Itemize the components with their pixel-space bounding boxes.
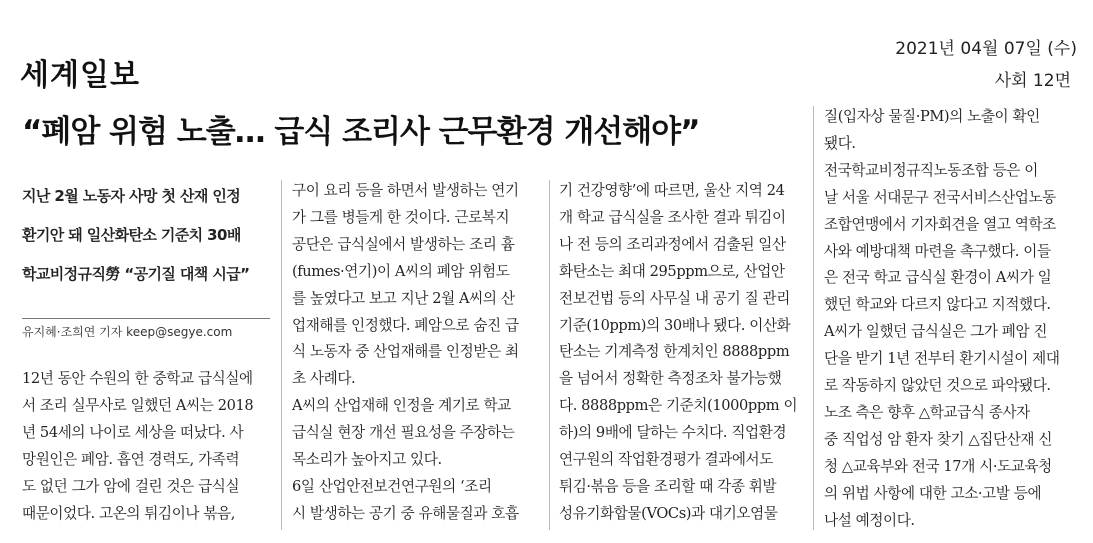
article-text-line: 화탄소는 최대 295ppm으로, 산업안 [559, 262, 785, 280]
article-text-line: 를 높였다고 보고 지난 2월 A씨의 산 [292, 289, 515, 307]
article-text-line: 식 노동자 중 산업재해를 인정받은 최 [292, 343, 519, 361]
article-column-1 [22, 366, 253, 527]
article-text-line: 조합연맹에서 기자회견을 열고 역학조 [824, 215, 1056, 233]
article-text-line: 청 △교육부와 전국 17개 시·도교육청 [824, 457, 1052, 475]
subhead-line: 지난 2월 노동자 사망 첫 산재 인정 [22, 187, 241, 205]
article-text-line: 기준(10ppm)의 30배나 됐다. 이산화 [559, 316, 791, 334]
article-text-line: 12년 동안 수원의 한 중학교 급식실에 [22, 370, 253, 387]
article-text-line: 기 건강영향’에 따르면, 울산 지역 24 [559, 182, 785, 199]
newspaper-masthead: 세계일보 [20, 58, 140, 93]
page-section: 사회 12면 [994, 71, 1071, 91]
article-text-line: 6일 산업안전보건연구원의 ‘조리 [292, 477, 492, 495]
article-column-2 [292, 178, 519, 528]
article-text-line: 노조 측은 향후 △학교급식 종사자 [824, 403, 1030, 421]
publication-date: 2021년 04월 07일 (수) [895, 39, 1077, 59]
article-text-line: 초 사례다. [292, 370, 356, 388]
article-text-line: 튀김·볶음 등을 조리할 때 각종 휘발 [559, 477, 777, 495]
column-divider [813, 106, 814, 530]
article-text-line: 전보건법 등의 사무실 내 공기 질 관리 [559, 289, 790, 307]
article-text-line: 나 전 등의 조리과정에서 검출된 일산 [559, 235, 786, 253]
article-text-line: 구이 요리 등을 하면서 발생하는 연기 [292, 182, 519, 199]
article-text-line: 의 위법 사항에 대한 고소·고발 등에 [824, 484, 1042, 502]
article-text-line: 업재해를 인정했다. 폐암으로 숨진 급 [292, 316, 519, 334]
article-text-line: 다. 8888ppm은 기준치(1000ppm 이 [559, 397, 798, 415]
column-divider [281, 180, 282, 530]
article-text-line: A씨의 산업재해 인정을 계기로 학교 [292, 397, 511, 415]
article-text-line: 공단은 급식실에서 발생하는 조리 흄 [292, 235, 515, 253]
article-text-line: 목소리가 높아지고 있다. [292, 451, 442, 469]
subhead-line: 환기안 돼 일산화탄소 기준치 30배 [22, 226, 241, 244]
article-text-line: (fumes·연기)이 A씨의 폐암 위험도 [292, 262, 510, 280]
article-text-line: 개 학교 급식실을 조사한 결과 튀김이 [559, 208, 786, 226]
article-text-line: 급식실 현장 개선 필요성을 주장하는 [292, 424, 515, 442]
article-text-line: 했던 학교와 다르지 않다고 지적했다. [824, 296, 1051, 314]
article-text-line: 서 조리 실무사로 일했던 A씨는 2018 [22, 396, 254, 414]
subhead-line: 학교비정규직勞 “공기질 대책 시급” [22, 265, 250, 283]
article-text-line: 가 그를 병들게 한 것이다. 근로복지 [292, 208, 510, 226]
article-text-line: 을 넘어서 정확한 측정조차 불가능했 [559, 370, 782, 388]
article-text-line: 때문이었다. 고온의 튀김이나 볶음, [22, 504, 235, 522]
article-headline: “폐암 위험 노출… 급식 조리사 근무환경 개선해야” [22, 114, 700, 150]
article-text-line: 년 54세의 나이로 세상을 떠났다. 사 [22, 423, 244, 441]
article-text-line: A씨가 일했던 급식실은 그가 폐암 진 [824, 323, 1048, 341]
subheads [22, 180, 272, 297]
article-text-line: 됐다. [824, 134, 856, 152]
article-text-line: 은 전국 학교 급식실 환경이 A씨가 일 [824, 269, 1052, 287]
byline: 유지혜·조희연 기자 keep@segye.com [22, 325, 233, 339]
article-column-3 [559, 178, 797, 528]
article-text-line: 탄소는 기계측정 한계치인 8888ppm [559, 343, 790, 361]
column-divider [549, 180, 550, 530]
article-text-line: 질(입자상 물질·PM)의 노출이 확인 [824, 108, 1040, 125]
article-text-line: 도 없던 그가 암에 걸린 것은 급식실 [22, 477, 240, 495]
article-text-line: 로 작동하지 않았던 것으로 파악됐다. [824, 377, 1051, 395]
article-text-line: 나설 예정이다. [824, 511, 915, 529]
article-text-line: 중 직업성 암 환자 찾기 △집단산재 신 [824, 430, 1053, 448]
byline-rule [22, 318, 270, 319]
article-text-line: 성유기화합물(VOCs)과 대기오염물 [559, 504, 778, 522]
article-text-line: 사와 예방대책 마련을 촉구했다. 이들 [824, 242, 1051, 260]
article-column-4 [824, 104, 1060, 535]
article-text-line: 단을 받기 1년 전부터 환기시설이 제대 [824, 350, 1060, 368]
article-text-line: 망원인은 폐암. 흡연 경력도, 가족력 [22, 450, 240, 468]
article-text-line: 하)의 9배에 달하는 수치다. 직업환경 [559, 424, 787, 442]
article-text-line: 날 서울 서대문구 전국서비스산업노동 [824, 188, 1056, 206]
article-text-line: 연구원의 작업환경평가 결과에서도 [559, 451, 773, 469]
article-text-line: 시 발생하는 공기 중 유해물질과 호흡 [292, 504, 519, 522]
article-text-line: 전국학교비정규직노동조합 등은 이 [824, 161, 1038, 179]
